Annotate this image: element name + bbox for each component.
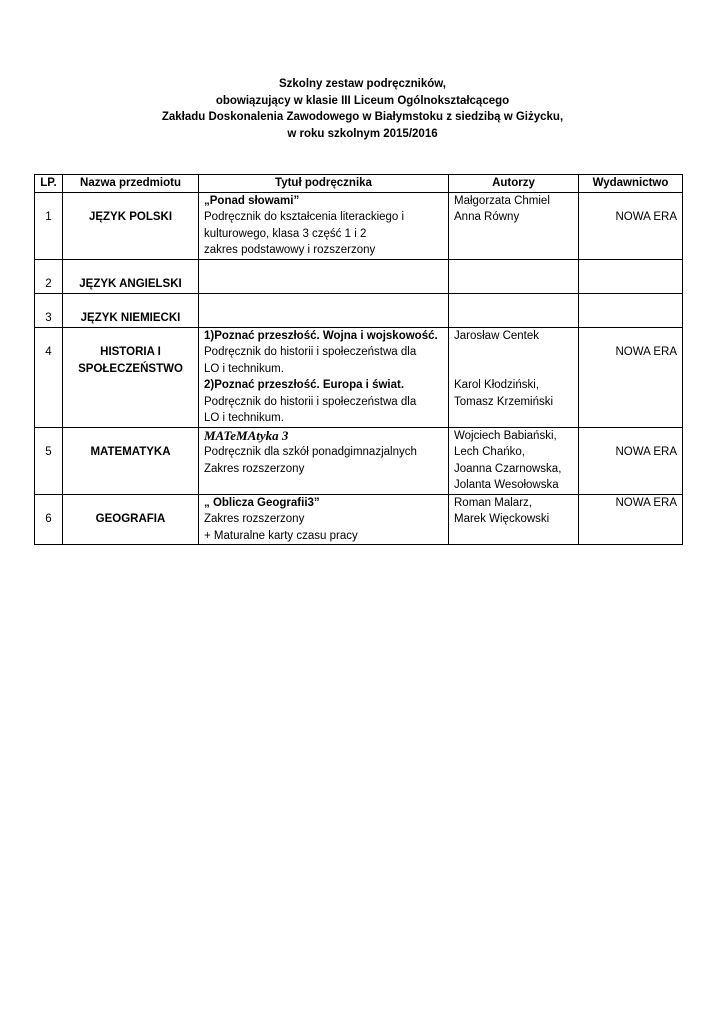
row-subject: MATEMATYKA	[63, 427, 199, 494]
book-description: Podręcznik do historii i społeczeństwa dla	[204, 346, 417, 358]
row-title	[199, 259, 449, 293]
book-description: Zakres rozszerzony	[204, 513, 305, 525]
row-title	[199, 293, 449, 327]
column-header-title: Tytuł podręcznika	[199, 175, 449, 193]
table-row	[35, 427, 683, 494]
book-title: 2)Poznać przeszłość. Europa i świat.	[204, 379, 405, 391]
table-row	[35, 293, 683, 327]
author: Jarosław Centek	[454, 329, 540, 342]
book-title: 1)Poznać przeszłość. Wojna i wojskowość.	[204, 329, 438, 342]
author: Lech Chańko,	[454, 446, 525, 458]
author: Karol Kłodziński,	[454, 379, 540, 391]
row-title	[199, 327, 449, 427]
column-header-subject: Nazwa przedmiotu	[63, 175, 199, 193]
row-title	[199, 427, 449, 494]
book-description: kulturowego, klasa 3 część 1 i 2	[204, 227, 367, 240]
row-subject: GEOGRAFIA	[63, 494, 199, 545]
author: Joanna Czarnowska,	[454, 462, 562, 475]
row-publisher: NOWA ERA	[579, 192, 683, 259]
book-title: „Ponad słowami”	[204, 194, 300, 207]
table-row	[35, 259, 683, 293]
book-title: „ Oblicza Geografii3”	[204, 496, 320, 509]
column-header-publisher: Wydawnictwo	[579, 175, 683, 193]
row-publisher: NOWA ERA	[579, 494, 683, 545]
author: Anna Równy	[454, 211, 520, 223]
book-description: Podręcznik dla szkół ponadgimnazjalnych	[204, 446, 417, 458]
book-description: LO i technikum.	[204, 362, 284, 375]
document-header	[0, 76, 725, 142]
row-lp: 5	[35, 427, 63, 494]
textbook-table	[34, 174, 683, 545]
column-header-lp: LP.	[35, 175, 63, 193]
table-row	[35, 192, 683, 259]
header-line: Zakładu Doskonalenia Zawodowego w Białymstoku z siedzibą w Giżycku,	[161, 111, 564, 123]
book-description: Zakres rozszerzony	[204, 462, 305, 475]
header-line: w roku szkolnym 2015/2016	[287, 127, 438, 140]
row-lp: 1	[35, 192, 63, 259]
row-authors	[449, 259, 579, 293]
header-line: Szkolny zestaw podręczników,	[278, 78, 446, 90]
row-authors	[449, 192, 579, 259]
row-title	[199, 192, 449, 259]
row-authors	[449, 494, 579, 545]
author: Jolanta Wesołowska	[454, 479, 559, 491]
row-title	[199, 494, 449, 545]
author: Tomasz Krzemiński	[454, 395, 554, 408]
author: Marek Więckowski	[454, 513, 550, 525]
header-line: obowiązujący w klasie III Liceum Ogólnokształcącego	[215, 94, 510, 107]
book-description: Podręcznik do historii i społeczeństwa dla	[204, 395, 417, 408]
author: Wojciech Babiański,	[454, 429, 557, 442]
row-lp: 3	[35, 293, 63, 327]
table-row	[35, 327, 683, 427]
row-lp: 4	[35, 327, 63, 427]
row-subject: JĘZYK ANGIELSKI	[63, 259, 199, 293]
row-subject: HISTORIA I SPOŁECZEŃSTWO	[63, 327, 199, 427]
row-authors	[449, 293, 579, 327]
table-header-row	[35, 175, 683, 193]
row-authors	[449, 327, 579, 427]
row-lp: 2	[35, 259, 63, 293]
row-publisher	[579, 259, 683, 293]
author: Małgorzata Chmiel	[454, 194, 550, 207]
book-description: Podręcznik do kształcenia literackiego i	[204, 211, 405, 223]
book-description: LO i technikum.	[204, 412, 284, 424]
row-publisher: NOWA ERA	[579, 327, 683, 427]
book-title: MATeMAtyka 3	[204, 427, 289, 443]
row-lp: 6	[35, 494, 63, 545]
row-publisher	[579, 293, 683, 327]
row-publisher: NOWA ERA	[579, 427, 683, 494]
row-subject: JĘZYK POLSKI	[63, 192, 199, 259]
row-subject: JĘZYK NIEMIECKI	[63, 293, 199, 327]
table-row	[35, 494, 683, 545]
column-header-authors: Autorzy	[449, 175, 579, 193]
book-description: zakres podstawowy i rozszerzony	[204, 244, 376, 256]
author: Roman Malarz,	[454, 496, 532, 509]
book-description: + Maturalne karty czasu pracy	[204, 529, 358, 542]
row-authors	[449, 427, 579, 494]
